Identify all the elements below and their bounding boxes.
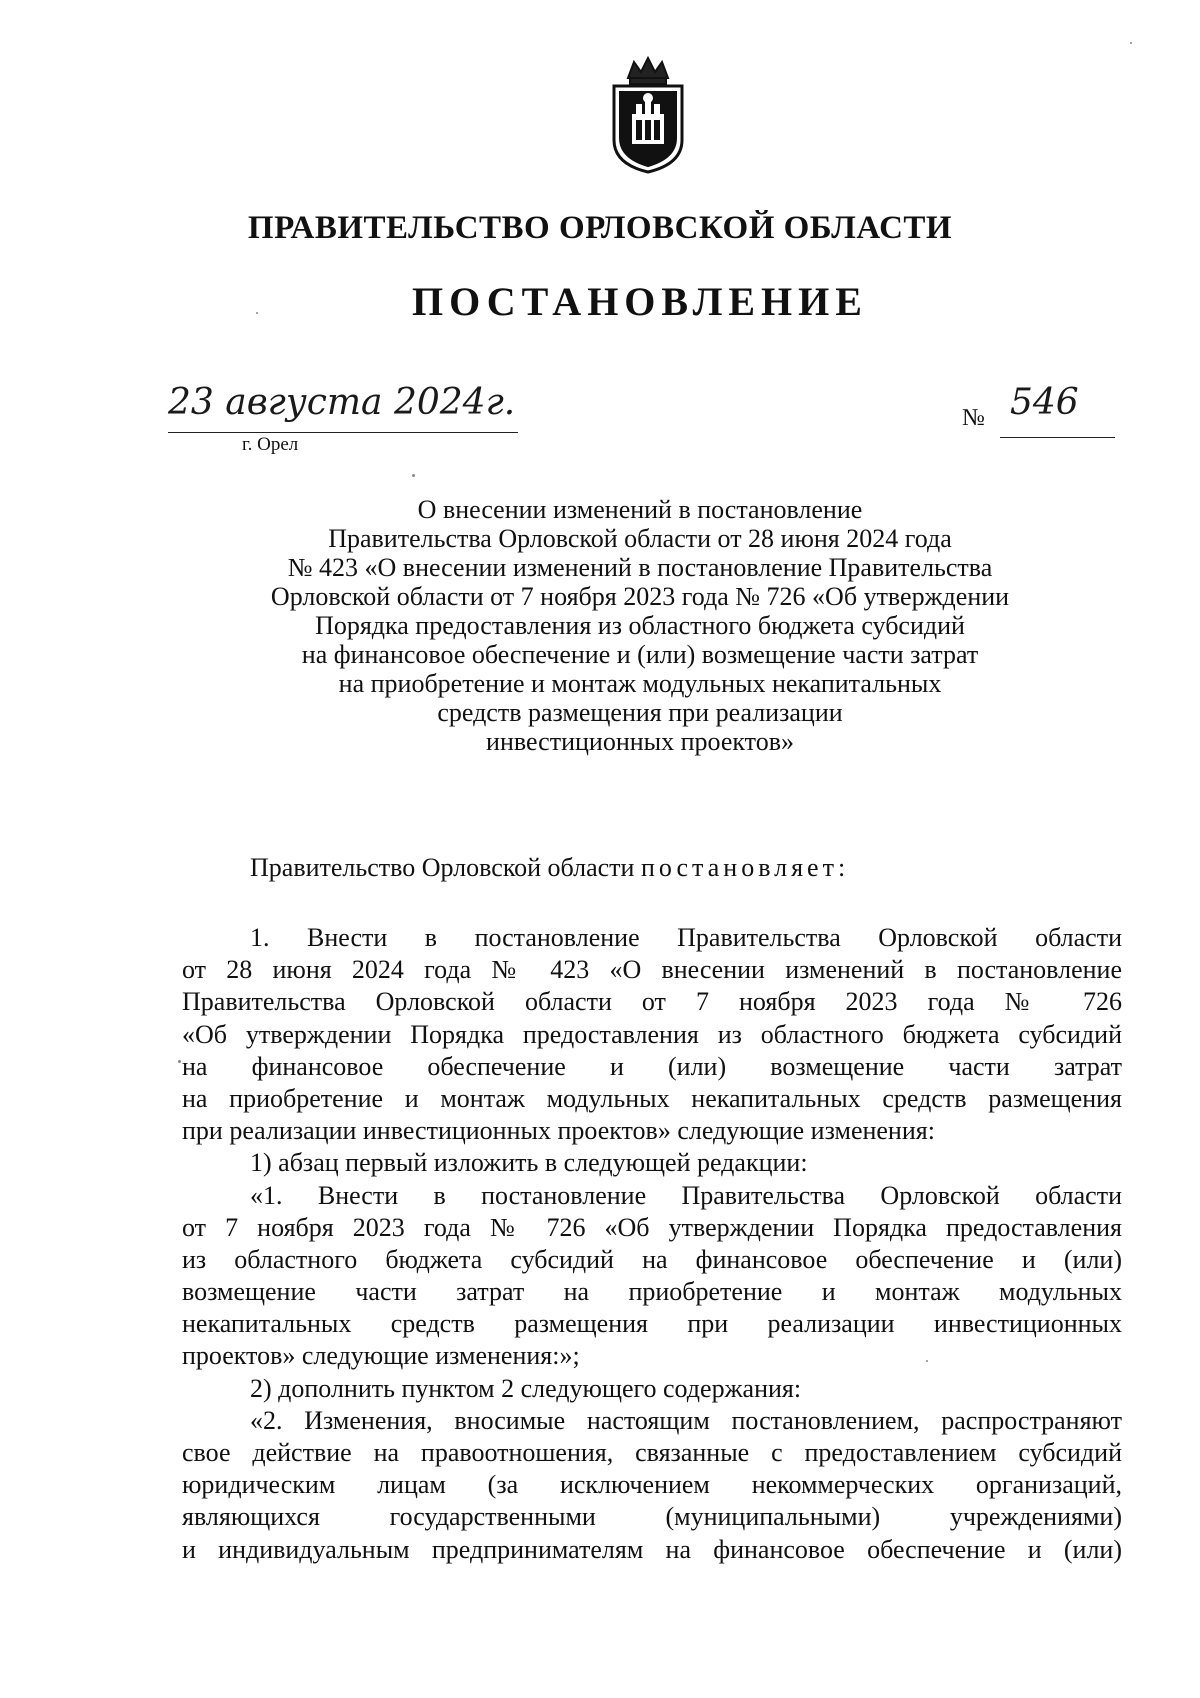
scan-speck <box>412 474 415 477</box>
subject-line: Правительства Орловской области от 28 июня 2024 года <box>328 524 952 553</box>
subject-line: О внесении изменений в постановление <box>417 495 863 524</box>
number-label: № <box>962 405 985 431</box>
body-line: юридическим лицам (за исключением некоммерческих организаций, <box>182 1470 1122 1500</box>
scan-speck <box>256 312 258 314</box>
organization-title: ПРАВИТЕЛЬСТВО ОРЛОВСКОЙ ОБЛАСТИ <box>247 210 953 246</box>
body-line: проектов» следующие изменения:»; <box>182 1341 580 1371</box>
body-line: 1. Внести в постановление Правительства Орловской области <box>250 923 1122 952</box>
body-line: от 28 июня 2024 года № 423 «О внесении изменений в постановление <box>182 955 1122 985</box>
coat-of-arms-emblem <box>600 56 696 174</box>
body-line: на приобретение и монтаж модульных некапитальных средств размещения <box>182 1083 1122 1113</box>
scan-speck <box>926 1360 928 1362</box>
city-label: г. Орел <box>242 434 299 455</box>
body-line: возмещение части затрат на приобретение и монтаж модульных <box>182 1277 1122 1307</box>
decree-prefix: Правительство Орловской области <box>250 853 641 882</box>
body-line: и индивидуальным предпринимателям на финансовое обеспечение и (или) <box>182 1534 1122 1564</box>
body-line: от 7 ноября 2023 года № 726 «Об утверждении Порядка предоставления <box>182 1212 1122 1242</box>
subject-line: инвестиционных проектов» <box>486 727 794 756</box>
body-line: при реализации инвестиционных проектов» следующие изменения: <box>182 1116 935 1146</box>
number-underline <box>1000 437 1115 438</box>
handwritten-date: 23 августа 2024г. <box>168 382 516 423</box>
date-underline <box>168 432 518 433</box>
scan-speck <box>178 1060 181 1063</box>
decree-statement <box>250 853 849 883</box>
handwritten-number: 546 <box>1010 382 1079 423</box>
scan-speck <box>1130 42 1132 44</box>
subject-line: на приобретение и монтаж модульных некапитальных <box>338 669 942 698</box>
body-line: некапитальных средств размещения при реализации инвестиционных <box>182 1309 1122 1339</box>
body-line: на финансовое обеспечение и (или) возмещение части затрат <box>182 1051 1122 1081</box>
body-line: из областного бюджета субсидий на финансовое обеспечение и (или) <box>182 1244 1122 1274</box>
subject-line: на финансовое обеспечение и (или) возмещение части затрат <box>301 640 979 669</box>
body-line: свое действие на правоотношения, связанные с предоставлением субсидий <box>182 1438 1122 1467</box>
subject-line: средств размещения при реализации <box>437 698 843 727</box>
subject-line: № 423 «О внесении изменений в постановление Правительства <box>287 553 993 582</box>
body-line: 1) абзац первый изложить в следующей редакции: <box>250 1148 808 1178</box>
body-line: «1. Внести в постановление Правительства Орловской области <box>250 1180 1122 1210</box>
document-body <box>182 922 1122 1566</box>
body-line: 2) дополнить пунктом 2 следующего содержания: <box>250 1373 802 1403</box>
body-line: «2. Изменения, вносимые настоящим постановлением, распространяют <box>250 1405 1122 1435</box>
subject-line: Орловской области от 7 ноября 2023 года № 726 «Об утверждении <box>270 582 1010 611</box>
document-subject <box>160 495 1120 756</box>
body-line: Правительства Орловской области от 7 ноября 2023 года № 726 <box>182 987 1122 1017</box>
document-type-title: ПОСТАНОВЛЕНИЕ <box>412 279 868 324</box>
subject-line: Порядка предоставления из областного бюджета субсидий <box>315 611 965 640</box>
body-line: являющихся государственными (муниципальными) учреждениями) <box>182 1502 1122 1532</box>
body-line: «Об утверждении Порядка предоставления из областного бюджета субсидий <box>182 1019 1122 1049</box>
decree-verb: постановляет: <box>640 853 850 882</box>
